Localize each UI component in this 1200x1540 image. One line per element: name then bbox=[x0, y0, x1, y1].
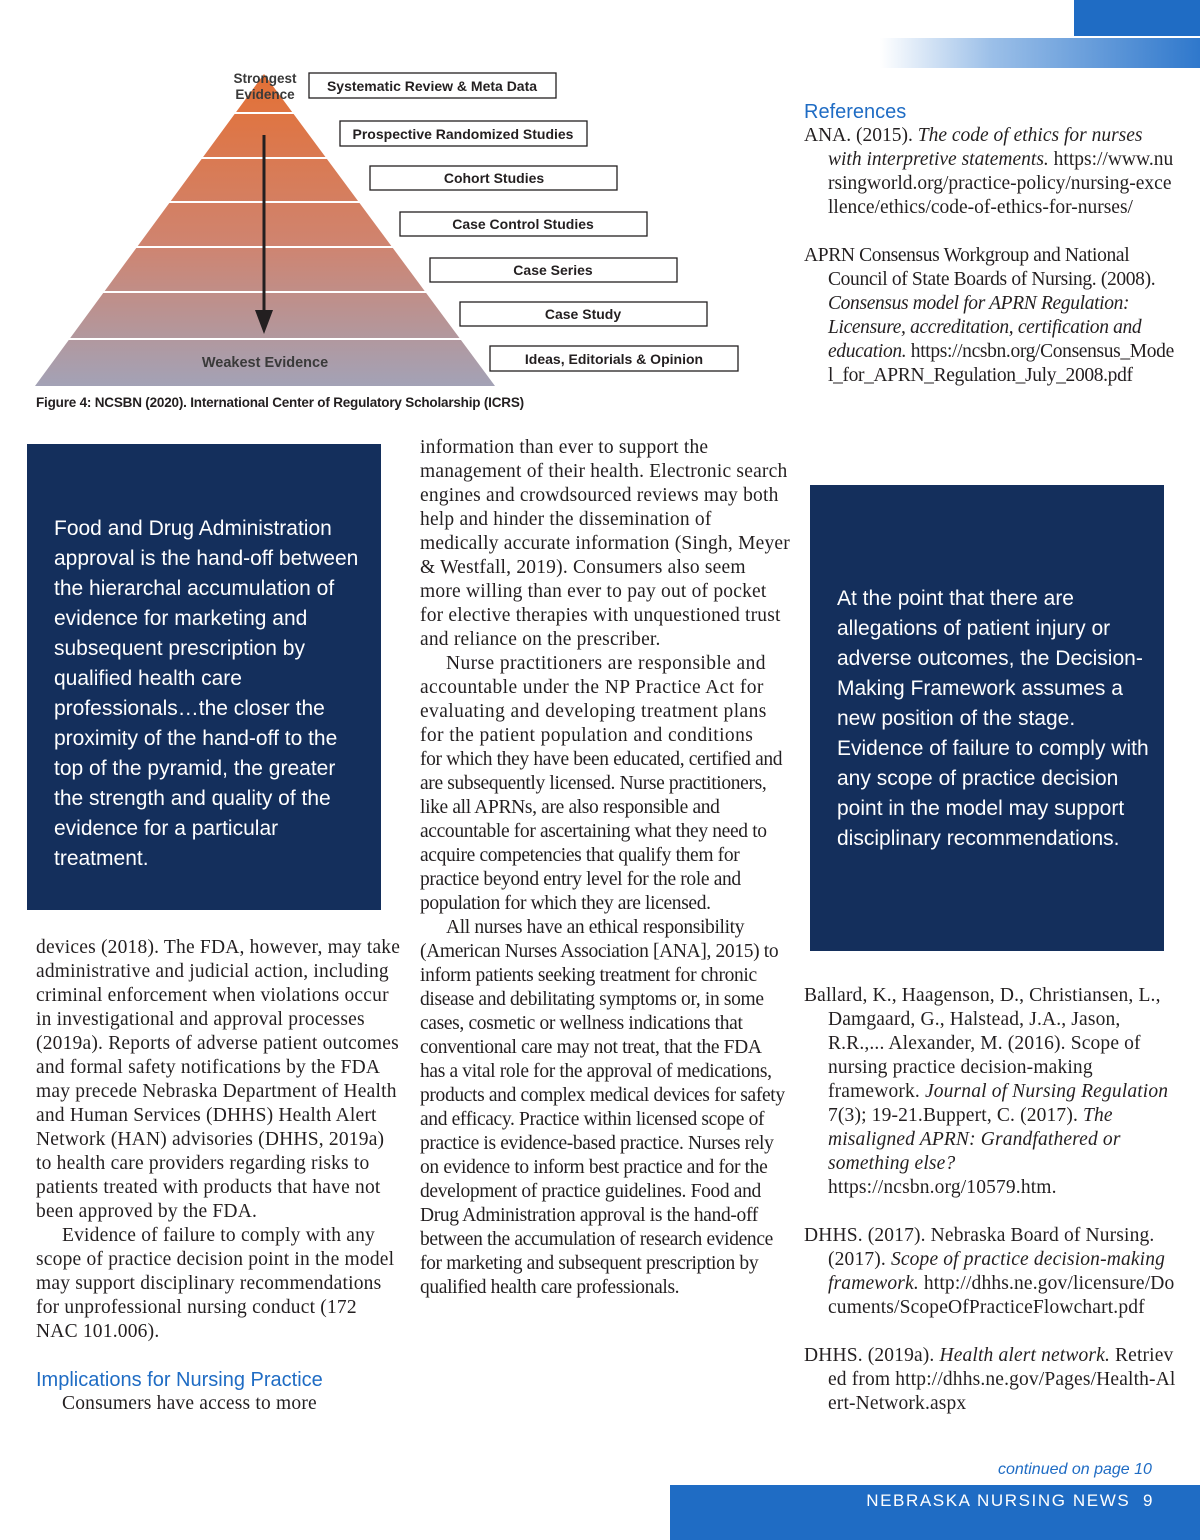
level-label-4: Case Control Studies bbox=[452, 216, 594, 232]
level-box-2 bbox=[340, 121, 587, 146]
references-column-bottom bbox=[804, 984, 1176, 1416]
level-box-4 bbox=[400, 212, 647, 236]
reference-dhhs-2019a: DHHS. (2019a). Health alert network. Retrieved from http://dhhs.ne.gov/Pages/Health-Alert-Network.aspx bbox=[804, 1345, 1176, 1414]
middle-paragraph-2b: for which they have been educated, certified and are subsequently licensed. Nurse practitioners, like all APRNs, are also responsible and accountable for ascertaining what they need to acquire competencies that qualify them for practice beyond entry level for the role and population for which they are licensed. bbox=[420, 749, 783, 914]
level-box-5 bbox=[430, 258, 677, 282]
level-box-6 bbox=[460, 302, 707, 326]
left-paragraph-2: Evidence of failure to comply with any scope of practice decision point in the model may support disciplinary recommendations for unprofessional nursing conduct (172 NAC 101.006). bbox=[36, 1225, 395, 1342]
publication-name: NEBRASKA NURSING NEWS bbox=[866, 1491, 1131, 1510]
level-box-3 bbox=[370, 166, 617, 190]
level-label-6: Case Study bbox=[544, 306, 622, 322]
middle-column bbox=[420, 436, 790, 1300]
level-label-7: Ideas, Editorials & Opinion bbox=[524, 351, 704, 367]
pull-quote-right bbox=[810, 485, 1164, 951]
continued-note: continued on page 10 bbox=[998, 1461, 1152, 1478]
page-number: 9 bbox=[1142, 1491, 1154, 1510]
strongest-label-line2: Evidence bbox=[235, 87, 295, 102]
pull-quote-left bbox=[27, 444, 381, 910]
middle-paragraph-3: All nurses have an ethical responsibility (American Nurses Association [ANA], 2015) to inform patients seeking treatment for chronic disease and debilitating symptoms or, in some cases, cosmetic or wellness indications that conventional care may not treat, that the FDA has a vital role for the approval of medications, products and complex medical devices for safety and efficacy. Practice within licensed scope of practice is evidence-based practice. Nurses rely on evidence to inform best practice and for the development of practice guidelines. Food and Drug Administration approval is the hand-off between the accumulation of research evidence for marketing and subsequent prescription by qualified health care professionals. bbox=[420, 917, 785, 1298]
evidence-pyramid-figure bbox=[30, 60, 750, 400]
section-heading-implications: Implications for Nursing Practice bbox=[36, 1369, 323, 1391]
figure-caption: Figure 4: NCSBN (2020). International Center of Regulatory Scholarship (ICRS) bbox=[36, 395, 524, 410]
middle-paragraph-2a: Nurse practitioners are responsible and accountable under the NP Practice Act for evaluating and developing treatment plans for the patient population and conditions bbox=[420, 653, 767, 746]
level-label-3: Cohort Studies bbox=[443, 170, 545, 186]
reference-ana: ANA. (2015). The code of ethics for nurses with interpretive statements. https://www.nursingworld.org/practice-policy/nursing-excellence/ethics/code-of-ethics-for-nurses/ bbox=[804, 125, 1174, 218]
footer-text bbox=[866, 1491, 1154, 1511]
reference-aprn: APRN Consensus Workgroup and National Council of State Boards of Nursing. (2008). Consensus model for APRN Regulation: Licensure, accreditation, certification and education. https://ncsbn.org/Consensus_Model_for_APRN_Regulation_July_2008.pdf bbox=[804, 245, 1174, 386]
pull-quote-right-text: At the point that there are allegations of patient injury or adverse outcomes, the Decision-Making Framework assumes a new position of the stage. Evidence of failure to comply with any scope of practice decision point in the model may support disciplinary recommendations. bbox=[837, 587, 1149, 850]
header-accent-bar bbox=[1074, 0, 1200, 36]
level-label-1: Systematic Review & Meta Data bbox=[326, 78, 538, 94]
footer-bar bbox=[670, 1485, 1200, 1540]
level-box-1 bbox=[309, 73, 556, 98]
level-label-5: Case Series bbox=[513, 262, 593, 278]
level-label-2: Prospective Randomized Studies bbox=[352, 126, 574, 142]
left-paragraph-1: devices (2018). The FDA, however, may take administrative and judicial action, including criminal enforcement when violations occur in investigational and approval processes (2019a). Reports of adverse patient outcomes and formal safety notifications by the FDA may precede Nebraska Department of Health and Human Services (DHHS) Health Alert Network (HAN) advisories (DHHS, 2019a) to health care providers regarding risks to patients treated with products that have not been approved by the FDA. bbox=[36, 937, 401, 1222]
pull-quote-left-text: Food and Drug Administration approval is the hand-off between the hierarchal accumulation of evidence for marketing and subsequent prescription by qualified health care professionals…the closer the proximity of the hand-off to the top of the pyramid, the greater the strength and quality of the evidence for a particular treatment. bbox=[54, 517, 359, 870]
level-box-7 bbox=[490, 346, 738, 371]
header-gradient-bar bbox=[880, 38, 1200, 68]
weakest-label: Weakest Evidence bbox=[201, 355, 329, 371]
reference-dhhs-2017: DHHS. (2017). Nebraska Board of Nursing. (2017). Scope of practice decision-making framework. http://dhhs.ne.gov/licensure/Documents/ScopeOfPracticeFlowchart.pdf bbox=[804, 1225, 1175, 1318]
left-paragraph-3: Consumers have access to more bbox=[62, 1393, 317, 1414]
references-heading: References bbox=[804, 101, 907, 123]
left-column bbox=[36, 936, 402, 1416]
reference-ballard-buppert: Ballard, K., Haagenson, D., Christiansen, L., Damgaard, G., Halstead, J.A., Jason, R.R.,... Alexander, M. (2016). Scope of nursing practice decision-making framework. Journal of Nursing Regulation 7(3); 19-21.Buppert, C. (2017). The misaligned APRN: Grandfathered or something else? https://ncsbn.org/10579.htm. bbox=[804, 985, 1169, 1198]
references-column-top bbox=[804, 100, 1176, 388]
strongest-label-line1: Strongest bbox=[233, 71, 297, 86]
middle-paragraph-1: information than ever to support the management of their health. Electronic search engines and crowdsourced reviews may both help and hinder the dissemination of medically accurate information (Singh, Meyer & Westfall, 2019). Consumers also seem more willing than ever to pay out of pocket for elective therapies with unquestioned trust and reliance on the prescriber. bbox=[420, 437, 790, 650]
